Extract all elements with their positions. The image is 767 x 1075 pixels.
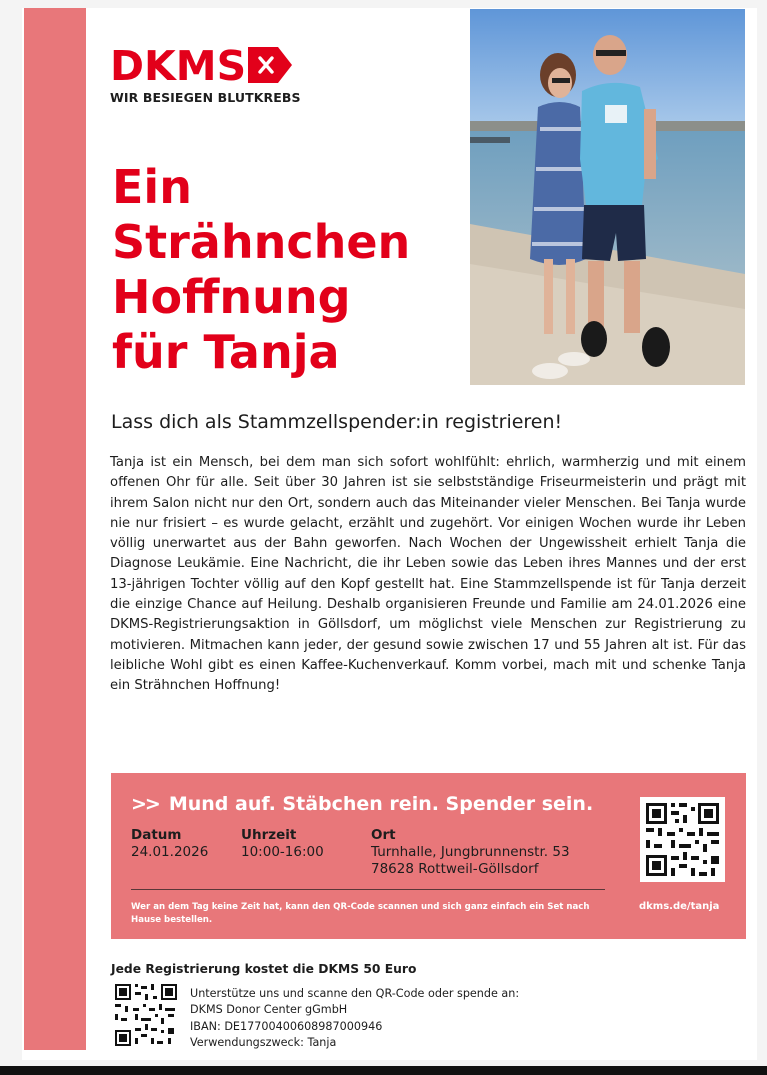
dkms-logo <box>110 44 301 105</box>
red-side-stripe <box>24 8 86 1050</box>
time-label: Uhrzeit <box>241 827 297 843</box>
dkms-x-arrow-icon <box>248 47 292 83</box>
headline-line: Ein <box>112 160 192 214</box>
divider <box>131 889 605 890</box>
place-line-1: Turnhalle, Jungbrunnenstr. 53 <box>371 844 570 860</box>
logo-wordmark: DKMS <box>110 42 247 90</box>
couple-photo <box>470 9 745 385</box>
event-date <box>131 827 208 861</box>
qr-code-icon[interactable] <box>640 797 725 882</box>
qr-code-icon[interactable] <box>113 982 179 1048</box>
double-chevron-icon: >> <box>131 793 159 815</box>
event-time <box>241 827 324 861</box>
donation-qr-graphic <box>113 982 179 1048</box>
date-label: Datum <box>131 827 182 843</box>
story-paragraph: Tanja ist ein Mensch, bei dem man sich sofort wohlfühlt: ehrlich, warmherzig und mit einem offenen Ohr für alle. Seit über 30 Jahren ist sie selbstständige Friseurmeisterin und prägt mit ihrem Salon nicht nur den Ort, sondern auch das Miteinander vieler Menschen. Bei Tanja wurde nie nur frisiert – es wurde gelacht, erzählt und zugehört. Vor einigen Wochen wurde ihr Leben völlig unerwartet aus der Bahn geworfen. Nach Wochen der Ungewissheit erhielt Tanja die Diagnose Leukämie. Eine Nachricht, die ihr Leben sowie das Leben ihres Mannes und der erst 13-jährigen Tochter völlig auf den Kopf gestellt hat. Eine Stammzellspende ist für Tanja derzeit die einzige Chance auf Heilung. Deshalb organisieren Freunde und Familie am 24.01.2026 eine DKMS-Registrierungsaktion in Göllsdorf, um möglichst viele Menschen zur Registrierung zu motivieren. Mitmachen kann jeder, der gesund sowie zwischen 17 und 55 Jahren alt ist. Für das leibliche Wohl gibt es einen Kaffee-Kuchenverkauf. Komm vorbei, mach mit und schenke Tanja ein Strähnchen Hoffnung! <box>110 455 746 694</box>
event-place <box>371 827 570 878</box>
donation-recipient: DKMS Donor Center gGmbH <box>190 1003 348 1017</box>
donation-instruction: Unterstütze uns und scanne den QR-Code oder spende an: <box>190 987 520 1000</box>
event-qr-graphic <box>640 797 725 882</box>
slogan-text: Mund auf. Stäbchen rein. Spender sein. <box>168 793 594 815</box>
event-url[interactable]: dkms.de/tanja <box>639 901 720 912</box>
headline-line: Hoffnung <box>112 270 351 324</box>
date-value: 24.01.2026 <box>131 844 209 860</box>
bottom-edge-bar <box>0 1066 767 1075</box>
headline <box>112 160 452 380</box>
event-slogan <box>131 793 593 815</box>
logo-tagline: WIR BESIEGEN BLUTKREBS <box>110 90 301 105</box>
qr-order-note: Wer an dem Tag keine Zeit hat, kann den QR-Code scannen und sich ganz einfach ein Set nach Hause bestellen. <box>131 902 590 925</box>
donation-details <box>190 986 519 1051</box>
place-line-2: 78628 Rottweil-Göllsdorf <box>371 861 539 877</box>
donation-reference: Verwendungszweck: Tanja <box>190 1035 337 1049</box>
event-info-box <box>111 773 746 939</box>
donation-title: Jede Registrierung kostet die DKMS 50 Euro <box>111 962 417 976</box>
call-to-action-heading: Lass dich als Stammzellspender:in registrieren! <box>111 411 563 433</box>
headline-line: für Tanja <box>112 325 340 379</box>
place-label: Ort <box>371 827 396 843</box>
time-value: 10:00-16:00 <box>241 844 324 860</box>
donation-iban: IBAN: DE17700400608987000946 <box>190 1019 383 1033</box>
photo-illustration <box>470 9 745 385</box>
headline-line: Strähnchen <box>112 215 411 269</box>
